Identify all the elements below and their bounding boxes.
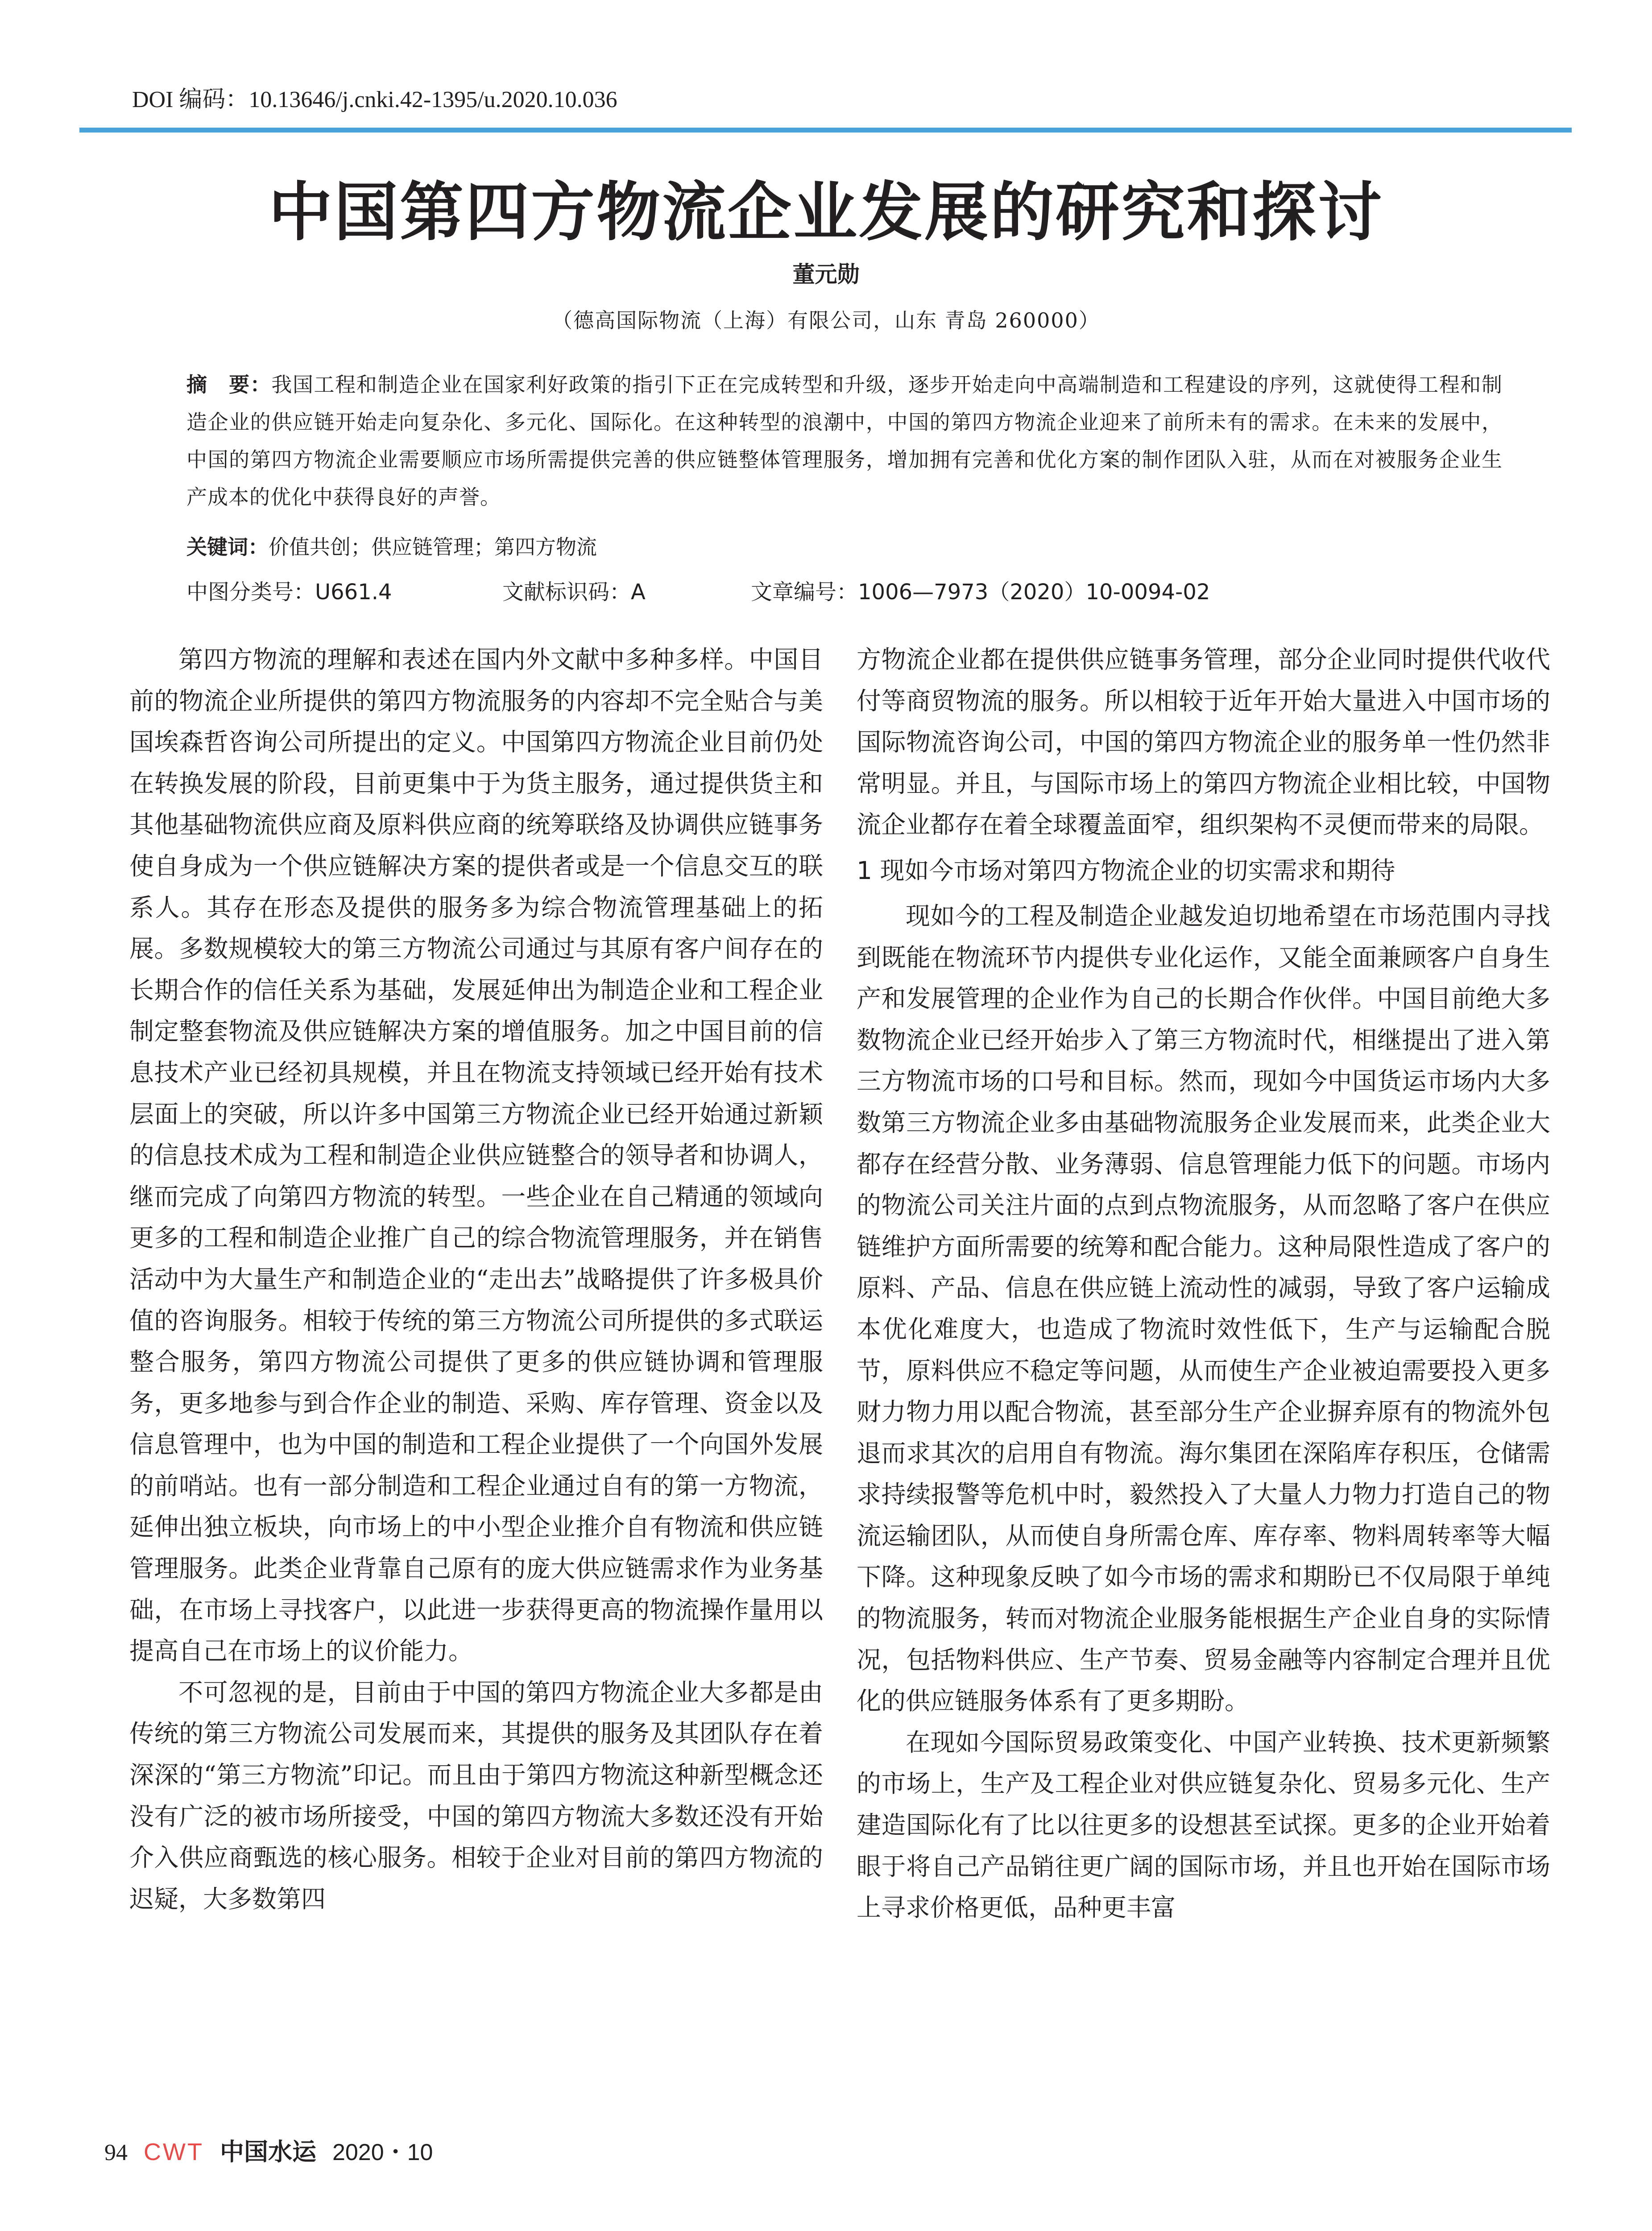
keywords [186,531,597,560]
paragraph: 不可忽视的是，目前由于中国的第四方物流企业大多都是由传统的第三方物流公司发展而来，其提供的服务及其团队存在着深深的“第三方物流”印记。而且由于第四方物流这种新型概念还没有广泛的被市场所接受，中国的第四方物流大多数还没有开始介入供应商甄选的核心服务。相较于企业对目前的第四方物流的迟疑，大多数第四 [129,1678,823,1913]
abstract [186,366,1503,516]
article-title: 中国第四方物流企业发展的研究和探讨 [269,174,1383,249]
author: 董元勋 [792,261,860,287]
body-column-left [129,639,823,1920]
doi-line: DOI 编码：10.13646/j.cnki.42-1395/u.2020.10.036 [132,87,617,112]
body-column-right [857,639,1550,1928]
paragraph: 第四方物流的理解和表述在国内外文献中多种多样。中国目前的物流企业所提供的第四方物流服务的内容却不完全贴合与美国埃森哲咨询公司所提出的定义。中国第四方物流企业目前仍处在转换发展的阶段，目前更集中于为货主服务，通过提供货主和其他基础物流供应商及原料供应商的统筹联络及协调供应链事务使自身成为一个供应链解决方案的提供者或是一个信息交互的联系人。其存在形态及提供的服务多为综合物流管理基础上的拓展。多数规模较大的第三方物流公司通过与其原有客户间存在的长期合作的信任关系为基础，发展延伸出为制造企业和工程企业制定整套物流及供应链解决方案的增值服务。加之中国目前的信息技术产业已经初具规模，并且在物流支持领域已经开始有技术层面上的突破，所以许多中国第三方物流企业已经开始通过新颖的信息技术成为工程和制造企业供应链整合的领导者和协调人，继而完成了向第四方物流的转型。一些企业在自己精通的领域向更多的工程和制造企业推广自己的综合物流管理服务，并在销售活动中为大量生产和制造企业的“走出去”战略提供了许多极具价值的咨询服务。相较于传统的第三方物流公司所提供的多式联运整合服务，第四方物流公司提供了更多的供应链协调和管理服务，更多地参与到合作企业的制造、采购、库存管理、资金以及信息管理中，也为中国的制造和工程企业提供了一个向国外发展的前哨站。也有一部分制造和工程企业通过自有的第一方物流，延伸出独立板块，向市场上的中小型企业推介自有物流和供应链管理服务。此类企业背靠自己原有的庞大供应链需求作为业务基础，在市场上寻找客户，以此进一步获得更高的物流操作量用以提高自己在市场上的议价能力。 [129,645,823,1666]
journal-abbreviation: CWT [144,2139,204,2165]
keywords-label: 关键词： [186,535,269,559]
page-footer [104,2133,433,2167]
article-number: 文章编号：1006—7973（2020）10-0094-02 [751,580,1210,605]
paragraph-continued: 方物流企业都在提供供应链事务管理，部分企业同时提供代收代付等商贸物流的服务。所以相较于近年开始大量进入中国市场的国际物流咨询公司，中国的第四方物流企业的服务单一性仍然非常明显。并且，与国际市场上的第四方物流企业相比较，中国物流企业都存在着全球覆盖面窄，组织架构不灵便而带来的局限。 [857,645,1550,839]
section-heading: 1 现如今市场对第四方物流企业的切实需求和期待 [857,856,1395,885]
keywords-text: 价值共创；供应链管理；第四方物流 [269,535,597,559]
abstract-label: 摘 要： [186,373,272,397]
document-code: 文献标识码：A [502,580,646,605]
clc-number: 中图分类号：U661.4 [186,580,392,605]
page-number: 94 [104,2140,128,2165]
affiliation: （德高国际物流（上海）有限公司，山东 青岛 260000） [552,308,1100,332]
header-rule [79,128,1572,133]
abstract-text: 我国工程和制造企业在国家利好政策的指引下正在完成转型和升级，逐步开始走向中高端制造和工程建设的序列，这就使得工程和制造企业的供应链开始走向复杂化、多元化、国际化。在这种转型的浪潮中，中国的第四方物流企业迎来了前所未有的需求。在未来的发展中，中国的第四方物流企业需要顺应市场所需提供完善的供应链整体管理服务，增加拥有完善和优化方案的制作团队入驻，从而在对被服务企业生产成本的优化中获得良好的声誉。 [186,373,1503,509]
paragraph: 在现如今国际贸易政策变化、中国产业转换、技术更新频繁的市场上，生产及工程企业对供应链复杂化、贸易多元化、生产建造国际化有了比以往更多的设想甚至试探。更多的企业开始着眼于将自己产品销往更广阔的国际市场，并且也开始在国际市场上寻求价格更低，品种更丰富 [857,1728,1550,1922]
issue: 2020・10 [332,2140,433,2165]
journal-name: 中国水运 [219,2138,316,2166]
paragraph: 现如今的工程及制造企业越发迫切地希望在市场范围内寻找到既能在物流环节内提供专业化运作，又能全面兼顾客户自身生产和发展管理的企业作为自己的长期合作伙伴。中国目前绝大多数物流企业已经开始步入了第三方物流时代，相继提出了进入第三方物流市场的口号和目标。然而，现如今中国货运市场内大多数第三方物流企业多由基础物流服务企业发展而来，此类企业大都存在经营分散、业务薄弱、信息管理能力低下的问题。市场内的物流公司关注片面的点到点物流服务，从而忽略了客户在供应链维护方面所需要的统筹和配合能力。这种局限性造成了客户的原料、产品、信息在供应链上流动性的减弱，导致了客户运输成本优化难度大，也造成了物流时效性低下，生产与运输配合脱节，原料供应不稳定等问题，从而使生产企业被迫需要投入更多财力物力用以配合物流，甚至部分生产企业摒弃原有的物流外包退而求其次的启用自有物流。海尔集团在深陷库存积压，仓储需求持续报警等危机中时，毅然投入了大量人力物力打造自己的物流运输团队，从而使自身所需仓库、库存率、物料周转率等大幅下降。这种现象反映了如今市场的需求和期盼已不仅局限于单纯的物流服务，转而对物流企业服务能根据生产企业自身的实际情况，包括物料供应、生产节奏、贸易金融等内容制定合理并且优化的供应链服务体系有了更多期盼。 [857,901,1550,1716]
